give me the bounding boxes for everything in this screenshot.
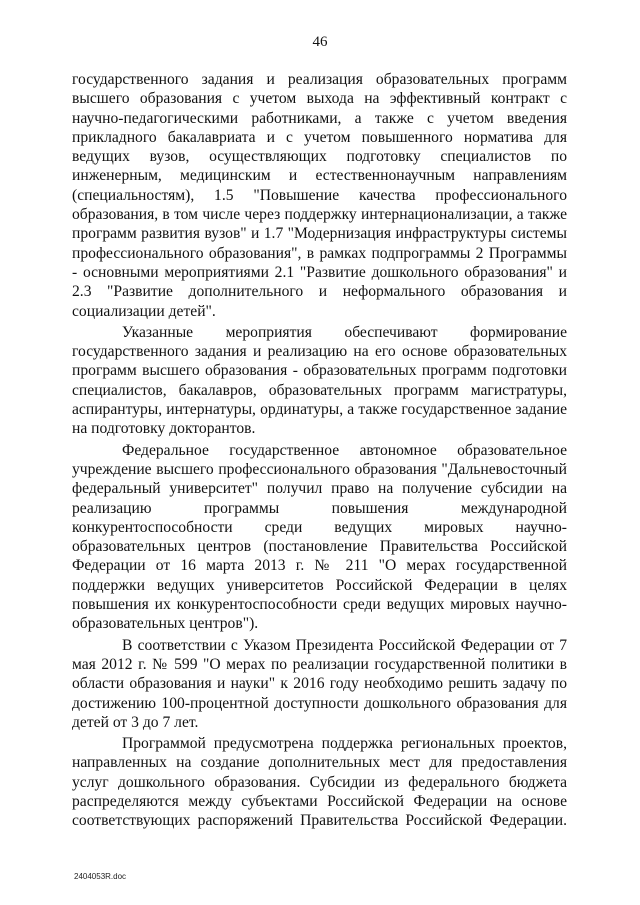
paragraph-presidential-decree: В соответствии с Указом Президента Российской Федерации от 7 мая 2012 г. № 599 "О мерах по реализации государственной политики в области образования и науки" к 2016 году необходимо решить задачу по достижению 100-процентной доступности дошкольного образования для детей от 3 до 7 лет. [72,636,567,731]
document-body [72,70,567,831]
paragraph-regional-projects: Программой предусмотрена поддержка региональных проектов, направленных на создание дополнительных мест для предоставления услуг дошкольного образования. Субсидии из федерального бюджета распределяются между субъектами Российской Федерации на основе соответствующих распоряжений Правительства Российской Федерации. [72,735,567,830]
paragraph-fefu-subsidy: Федеральное государственное автономное образовательное учреждение высшего профессионального образования "Дальневосточный федеральный университет" получил право на получение субсидии на реализацию программы повышения международной конкурентоспособности среди ведущих мировых научно-образовательных центров (постановление Правительства Российской Федерации от 16 марта 2013 г. № 211 "О мерах государственной поддержки ведущих университетов Российской Федерации в целях повышения их конкурентоспособности среди ведущих мировых научно-образовательных центров"). [72,441,567,633]
document-file-code: 2404053R.doc [74,872,127,881]
page-number: 46 [312,34,328,50]
paragraph-measures: Указанные мероприятия обеспечивают формирование государственного задания и реализацию на его основе образовательных программ высшего образования - образовательных программ подготовки специалистов, бакалавров, образовательных программ магистратуры, аспирантуры, интернатуры, ординатуры, а также государственное задание на подготовку докторантов. [72,323,567,438]
paragraph-continuation: государственного задания и реализация образовательных программ высшего образования с учетом выхода на эффективный контракт с научно-педагогическими работниками, а также с учетом введения прикладного бакалавриата и с учетом повышенного норматива для ведущих вузов, осуществляющих подготовку специалистов по инженерным, медицинским и естественнонаучным направлениям (специальностям), 1.5 "Повышение качества профессионального образования, в том числе через поддержку интернационализации, а также программ развития вузов" и 1.7 "Модернизация инфраструктуры системы профессионального образования", в рамках подпрограммы 2 Программы - основными мероприятиями 2.1 "Развитие дошкольного образования" и 2.3 "Развитие дополнительного и неформального образования и социализации детей". [72,71,567,320]
